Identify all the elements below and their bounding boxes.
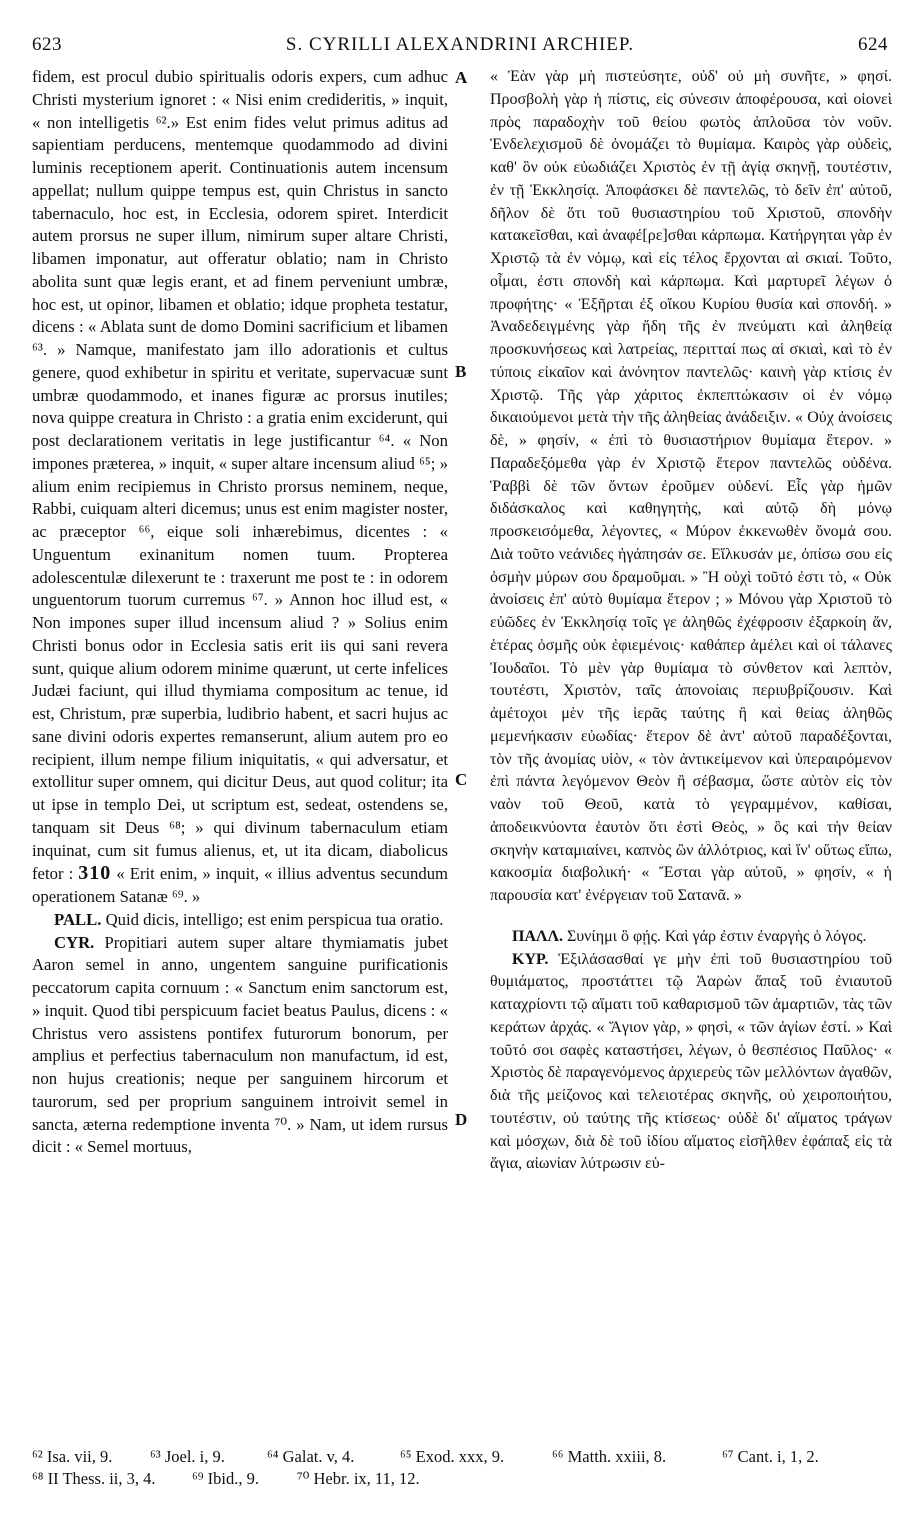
latin-text-2: Quid dicis, intelligo; est enim perspicua tua oratio. xyxy=(105,909,444,929)
latin-speaker-cyr: CYR. xyxy=(54,932,95,952)
latin-text-1: fidem, est procul dubio spiritualis odoris expers, cum adhuc Christi mysterium ignoret : « Nisi enim credideritis, » inquit, « non intelligetis ⁶².» Est enim fides velut primus aditus ad sapientiam perducens, mentemque quodammodo ad divini luminis receptionem aperit. Continuationis autem incensum appellat; nullum quippe tempus est, quin Christus in sancto tabernaculo, hoc est, in Ecclesia, odorem spiret. Interdicit autem prorsus ne super illum, nimirum super altare Christi, libamen imponatur, aut offeratur oblatio; nam in Christo abolita sunt quæ legis erant, et ad finem perveniunt umbræ, hoc est, ut opinor, libamen et oblatio; idque propheta testatur, dicens : « Ablata sunt de domo Domini sacrificium et libamen ⁶³. » Namque, manifestato jam illo adorationis et cultus genere, quod exhibetur in spiritu et veritate, supervacuæ sunt umbræ quodammodo, et inanes figuræ ac prorsus inutiles; nova quippe creatura in Christo : a gratia enim exciderunt, qui post declarationem veritatis in lege justificantur ⁶⁴. « Non impones præterea, » inquit, « super altare incensum aliud ⁶⁵; » alium enim recipiemus in Christo prorsus neminem, neque, Rabbi, cuiquam alteri dicemus; unus est enim magister noster, ac præceptor ⁶⁶, eique soli inhærebimus, dicentes : « Unguentum exinanitum nomen tuum. Propterea adolescentulæ dilexerunt te : traxerunt me post te : in odorem unguentorum tuorum curremus ⁶⁷. » Annon hoc illud est, « Non impones super illud incensum aliud ? » Solius enim Christi bonus odor in Ecclesia satis erit iis qui sani revera sunt, quique alium odorem minime quærunt, ut certe infelices Judæi faciunt, qui illud thymiama compositum ac tenue, id est, Christum, præ superbia, ludibrio habent, et sacri hujus ac sane divini odoris expertes remanserunt, alium autem pro eo recipient, illum nempe filium iniquitatis, « qui adversatur, et extollitur super omnem, qui dicitur Deus, aut quod colitur; ita ut ipse in templo Dei, ut scriptum est, sedeat, ostendens se, tanquam sit Deus ⁶⁸; » qui divinum tabernaculum etiam inquinat, cum sit fumus alienus, et, ut ita dicam, diabolicus fetor : xyxy=(32,67,448,884)
footnote-63: ⁶³ Joel. i, 9. xyxy=(150,1447,225,1466)
greek-paragraph-1 xyxy=(490,66,892,908)
column-number: 310 xyxy=(78,862,112,885)
footnote-68: ⁶⁸ II Thess. ii, 3, 4. xyxy=(32,1469,156,1488)
footnote-line-1 xyxy=(32,1446,888,1468)
footnote-67: ⁶⁷ Cant. i, 1, 2. xyxy=(722,1447,819,1466)
latin-text-1-end: « Erit enim, » inquit, « illius adventus secundum operationem Satanæ ⁶⁹. » xyxy=(32,864,449,906)
latin-speaker-pall: PALL. xyxy=(54,909,102,929)
greek-text-2: Συνίημι ὃ φῄς. Καὶ γάρ ἐστιν ἐναργὴς ὁ λόγος. xyxy=(566,927,867,945)
page-number-left: 623 xyxy=(32,34,62,55)
greek-column xyxy=(490,66,892,1176)
footnote-70: ⁷⁰ Hebr. ix, 11, 12. xyxy=(297,1469,420,1488)
page-number-right: 624 xyxy=(858,34,888,55)
latin-text-3: Propitiari autem super altare thymiamatis jubet Aaron semel in anno, ungentem sanguine purificationis peccatorum capita cornuum : « Sanctum enim sanctorum est, » inquit. Quod tibi perspicuum faciet beatus Paulus, dicens : « Christus vero assistens pontifex futurorum bonorum, per amplius et perfectius tabernaculum non manufactum, id est, non hujus creationis; neque per sanguinem hircorum et taurorum, sed per proprium sanguinem introivit semel in sancta, æterna redemptione inventa ⁷⁰. » Nam, ut idem rursus dicit : « Semel mortuus, xyxy=(32,932,449,1157)
margin-marker-c: C xyxy=(455,770,468,789)
latin-paragraph-1 xyxy=(32,66,448,909)
greek-paragraph-2 xyxy=(490,926,892,949)
footnote-65: ⁶⁵ Exod. xxx, 9. xyxy=(400,1447,505,1466)
running-header xyxy=(32,34,888,62)
footnote-line-2 xyxy=(32,1468,888,1490)
footnotes xyxy=(32,1446,888,1490)
margin-marker-b: B xyxy=(455,362,467,381)
footnote-69: ⁶⁹ Ibid., 9. xyxy=(192,1469,259,1488)
latin-paragraph-3 xyxy=(32,932,448,1160)
greek-speaker-pall: ΠΑΛΛ. xyxy=(512,927,563,945)
footnote-62: ⁶² Isa. vii, 9. xyxy=(32,1447,113,1466)
greek-paragraph-3 xyxy=(490,949,892,1177)
running-title: S. CYRILLI ALEXANDRINI ARCHIEP. xyxy=(285,34,635,55)
margin-marker-a: A xyxy=(455,68,468,87)
latin-column xyxy=(32,66,448,1159)
greek-text-3: Ἐξιλάσασθαί γε μὴν ἐπὶ τοῦ θυσιαστηρίου τοῦ θυμιάματος, προστάττει τῷ Ἀαρὼν ἅπαξ τοῦ ἐνιαυτοῦ καταχρίοντι τῷ αἵματι τοῦ καθαρισμοῦ τῶν ἁμαρτιῶν, τὰς τῶν κεράτων ἀρχάς. « Ἅγιον γὰρ, » φησὶ, « τῶν ἁγίων ἐστί. » Καὶ τοῦτό σοι σαφὲς καταστήσει, λέγων, ὁ θεσπέσιος Παῦλος· « Χριστὸς δὲ παραγενόμενος ἀρχιερεὺς τῶν μελλόντων ἀγαθῶν, διὰ τῆς μείζονος καὶ τελειοτέρας σκηνῆς, οὐ χειροποιήτου, τουτέστιν, οὐ ταύτης τῆς κτίσεως· οὐδὲ δι' αἵματος τράγων καὶ μόσχων, διὰ δὲ τοῦ ἰδίου αἵματος εἰσῆλθεν ἐφάπαξ εἰς τὰ ἅγια, αἰωνίαν λύτρωσιν εὑ- xyxy=(490,950,893,1173)
greek-text-1: « Ἐὰν γὰρ μὴ πιστεύσητε, οὐδ' οὐ μὴ συνῆτε, » φησί. Προσβολὴ γὰρ ἡ πίστις, εἰς σύνεσιν ἀποφέρουσα, καὶ οἱονεὶ πρὸς παραδοχὴν τοῦ θείου φωτὸς ἁπλοῦσα τὸν νοῦν. Ἐνδελεχισμοῦ δὲ ὀνομάζει τὸ θυμίαμα. Καιρὸς γὰρ οὐδεὶς, καθ' ὃν οὐκ εὐωδιάζει Χριστὸς ἐν τῇ ἁγίᾳ σκηνῇ, τουτέστιν, ἐν τῇ Ἐκκλησίᾳ. Ἀποφάσκει δὲ παντελῶς, τὸ δεῖν ἐπ' αὐτοῦ, δῆλον δὲ ὅτι τοῦ θυσιαστηρίου τοῦ Χριστοῦ, σπονδὴν κατακεῖσθαι, καὶ ἀναφέ[ρε]σθαι κάρπωμα. Κατήργηται γὰρ ἐν Χριστῷ τὰ ἐν νόμῳ, καὶ εἰς τέλος ἔρχονται αἱ σκιαί. Τοῦτο, οἶμαι, ἐστι σπονδὴ καὶ κάρπωμα. Καὶ μαρτυρεῖ λέγων ὁ προφήτης· « Ἐξῆρται ἐξ οἴκου Κυρίου θυσία καὶ σπονδή. » Ἀναδεδειγμένης γὰρ ἤδη τῆς ἐν πνεύματι καὶ ἀληθείᾳ προσκυνήσεως καὶ λατρείας, περιτταί πως αἱ σκιαὶ, καὶ τὸ ἐν τύποις εἰκαῖον καὶ ἀνόνητον παντελῶς· καινὴ γὰρ κτίσις ἐν Χριστῷ. Τῆς γὰρ χάριτος ἐκπεπτώκασιν οἱ ἐν νόμῳ δικαιούμενοι μετὰ τὴν τῆς ἀληθείας ἀνάδειξιν. « Οὐχ ἀνοίσεις δὲ, » φησίν, « ἐπὶ τὸ θυσιαστήριον θυμίαμα ἕτερον. » Παραδεξόμεθα γὰρ ἐν Χριστῷ ἕτερον παντελῶς οὐδένα. Ῥαββὶ δὲ τῶν ὄντων ἐροῦμεν οὐδενί. Εἷς γὰρ ἡμῶν διδάσκαλος καὶ καθηγητὴς, καὶ αὐτῷ δὴ μόνῳ προσκεισόμεθα, λέγοντες, « Μύρον ἐκκενωθὲν ὄνομά σου. Διὰ τοῦτο νεάνιδες ἠγάπησάν σε. Εἵλκυσάν με, ὀπίσω σου εἰς ὀσμὴν μύρων σου δραμοῦμαι. » Ἢ οὐχὶ τοῦτό ἐστι τὸ, « Οὐκ ἀνοίσεις ἐπ' αὐτὸ θυμίαμα ἕτερον ; » Μόνου γὰρ Χριστοῦ τὸ εὐῶδες ἐν Ἐκκλησίᾳ τοῖς γε ἀληθῶς ἐχέφροσιν ἐξαρκοίη ἄν, ἑτέρας ὀσμῆς οὐκ ἐφιεμένοις· καθάπερ ἀμέλει καὶ οἱ τάλανες Ἰουδαῖοι. Τὸ μὲν γὰρ θυμίαμα τὸ σύνθετον καὶ λεπτὸν, τουτέστι, Χριστὸν, ταῖς ἀπονοίαις περιυβρίζουσιν. Καὶ ἀμέτοχοι μὲν τῆς ἱερᾶς ταύτης ἢ καὶ θείας ἀληθῶς μεμενήκασιν εὐωδίας· ἕτερον δὲ ἀντ' αὐτοῦ παραδέξονται, τὸν τῆς ἀνομίας υἱὸν, « τὸν ἀντικείμενον καὶ ὑπεραιρόμενον ἐπὶ πάντα λεγόμενον Θεὸν ἢ σέβασμα, ὥστε αὐτὸν εἰς τὸν ναὸν τοῦ Θεοῦ, κατὰ τὸ γεγραμμένον, καθίσαι, ἀποδεικνύοντα ἑαυτὸν ὅτι ἐστὶ Θεὸς, » ὃς καὶ τὴν θείαν σκηνὴν καταμιαίνει, καπνὸς ὢν ἀλλότριος, καὶ ἵν' οὕτως εἴπω, κακοσμία διαβολική· « Ἔσται γὰρ αὐτοῦ, » φησίν, « ἡ παρουσία κατ' ἐνέργειαν τοῦ Σατανᾶ. » xyxy=(490,68,892,904)
greek-speaker-cyr: ΚΥΡ. xyxy=(512,950,549,968)
latin-paragraph-2 xyxy=(32,909,448,932)
footnote-64: ⁶⁴ Galat. v, 4. xyxy=(267,1447,355,1466)
footnote-66: ⁶⁶ Matth. xxiii, 8. xyxy=(552,1447,667,1466)
margin-marker-d: D xyxy=(455,1110,468,1129)
